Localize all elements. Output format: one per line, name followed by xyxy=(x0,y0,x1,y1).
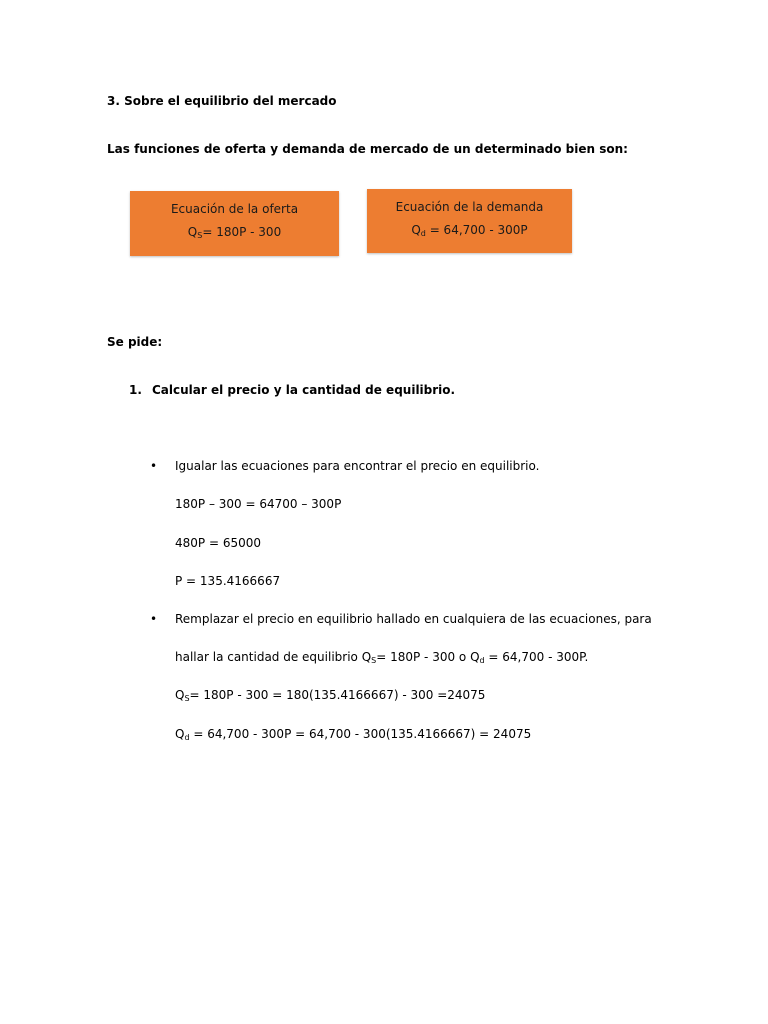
demand-box-title: Ecuación de la demanda xyxy=(395,200,544,214)
item-1-number: 1. xyxy=(129,383,142,397)
step-1-equation-2: 480P = 65000 xyxy=(175,536,261,550)
supply-box-title: Ecuación de la oferta xyxy=(170,202,299,216)
step-1-equation-1: 180P – 300 = 64700 – 300P xyxy=(175,497,342,511)
section-title: 3. Sobre el equilibrio del mercado xyxy=(107,94,337,108)
item-1-text: Calcular el precio y la cantidad de equilibrio. xyxy=(152,383,456,397)
supply-quantity-calculation: $Q_S= 180P - 300 = 180(135.4166667) - 300 =24075$ xyxy=(175,688,486,703)
step-2-text: Remplazar el precio en equilibrio hallado en cualquiera de las ecuaciones, para xyxy=(175,612,652,626)
step-2-line-2: hallar la cantidad de equilibrio $Q_S= 180P - 300$ o $Q_d = 64,700 - 300P$. xyxy=(175,650,589,665)
demand-equation-box xyxy=(367,189,572,253)
intro-text: Las funciones de oferta y demanda de mercado de un determinado bien son: xyxy=(107,142,628,156)
step-1-equation-3: P = 135.4166667 xyxy=(175,574,281,588)
supply-equation-box xyxy=(130,191,339,256)
step-1-text: Igualar las ecuaciones para encontrar el precio en equilibrio. xyxy=(175,459,540,473)
bullet-icon: • xyxy=(150,459,158,473)
supply-equation: $Q_S= 180P - 300$ xyxy=(187,225,282,240)
se-pide-label: Se pide: xyxy=(107,335,163,349)
demand-quantity-calculation: $Q_d = 64,700 - 300P = 64,700 - 300(135.4166667) = 24075$ xyxy=(175,727,532,742)
demand-equation: $Q_d = 64,700 - 300P$ xyxy=(411,223,528,238)
bullet-icon: • xyxy=(150,612,158,626)
